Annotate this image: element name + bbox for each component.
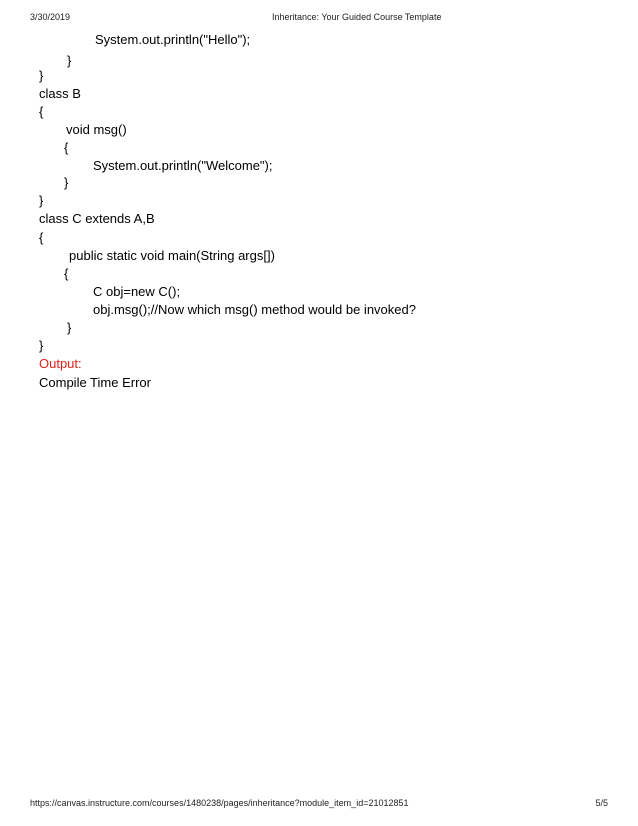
output-text: Compile Time Error	[39, 375, 151, 390]
code-line: C obj=new C();	[93, 284, 181, 299]
code-line: }	[39, 68, 44, 83]
page-url: https://canvas.instructure.com/courses/1480238/pages/inheritance?module_item_id=21012851	[30, 798, 409, 808]
code-line: obj.msg();//Now which msg() method would be invoked?	[93, 302, 416, 317]
code-line: }	[39, 193, 44, 208]
code-line: }	[67, 320, 72, 335]
code-line: {	[64, 266, 69, 281]
print-date: 3/30/2019	[30, 12, 71, 22]
code-line: }	[64, 175, 69, 190]
code-line: class C extends A,B	[39, 211, 155, 226]
page-footer	[0, 798, 638, 810]
code-line: class B	[39, 86, 81, 101]
output-label: Output:	[39, 356, 82, 371]
code-line: System.out.println("Hello");	[95, 32, 251, 47]
code-line: {	[39, 230, 44, 245]
code-line: }	[67, 53, 72, 68]
code-line: public static void main(String args[])	[69, 248, 275, 263]
code-line: System.out.println("Welcome");	[93, 158, 273, 173]
page-header	[0, 12, 638, 24]
page-title: Inheritance: Your Guided Course Template	[272, 12, 442, 22]
code-line: {	[64, 140, 69, 155]
code-line: {	[39, 104, 44, 119]
code-line: void msg()	[66, 122, 127, 137]
page-number: 5/5	[595, 798, 608, 808]
code-line: }	[39, 338, 44, 353]
